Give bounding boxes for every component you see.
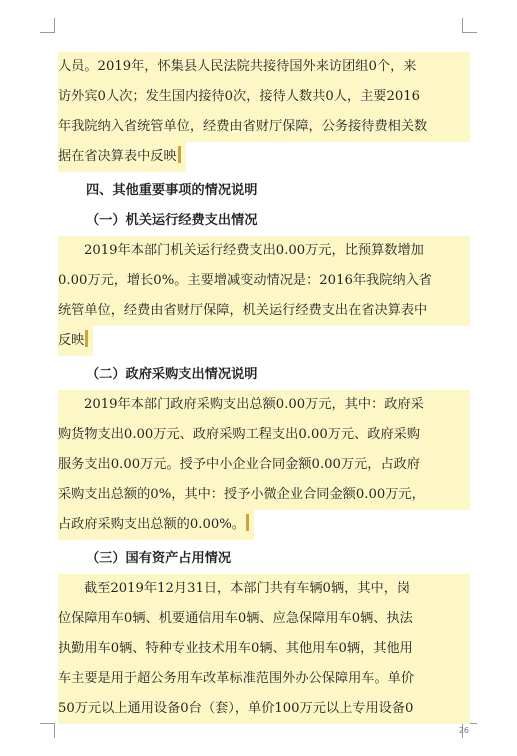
text-line: 人员。2019年，怀集县人民法院共接待国外来访团组0个，来 — [58, 52, 470, 82]
text-line: 采购支出总额的0%，其中：授予小微企业合同金额0.00万元， — [58, 480, 470, 510]
revision-mark — [178, 146, 181, 163]
crop-mark-bottom-left — [40, 723, 55, 738]
revision-mark — [246, 514, 249, 531]
revision-mark — [85, 330, 88, 347]
section-heading: 四、其他重要事项的情况说明 — [86, 183, 258, 198]
text-line: 服务支出0.00万元。授予中小企业合同金额0.00万元，占政府 — [58, 450, 470, 480]
text-line: 位保障用车0辆、机要通信用车0辆、应急保障用车0辆、执法 — [58, 604, 470, 634]
document-body — [58, 52, 470, 724]
text-line: 购货物支出0.00万元、政府采购工程支出0.00万元、政府采购 — [58, 420, 470, 450]
text-line: 执勤用车0辆、特种专业技术用车0辆、其他用车0辆，其他用 — [58, 634, 470, 664]
subsection-heading: （二）政府采购支出情况说明 — [86, 367, 258, 382]
text-line: 0.00万元，增长0%。主要增减变动情况是：2016年我院纳入省 — [58, 266, 470, 296]
text-line: 截至2019年12月31日，本部门共有车辆0辆，其中，岗 — [58, 574, 470, 604]
text-line: 统管单位，经费由省财厅保障，机关运行经费支出在省决算表中 — [58, 296, 470, 326]
text-line: 据在省决算表中反映 — [58, 142, 186, 172]
text-line: 访外宾0人次；发生国内接待0次，接待人数共0人，主要2016 — [58, 82, 470, 112]
text-line: 2019年本部门政府采购支出总额0.00万元，其中：政府采 — [58, 390, 470, 420]
crop-mark-top-left — [40, 18, 55, 33]
page-number: 26 — [458, 726, 469, 735]
subsection-heading: （三）国有资产占用情况 — [86, 551, 232, 566]
subsection-heading: （一）机关运行经费支出情况 — [86, 213, 258, 228]
text-line: 占政府采购支出总额的0.00%。 — [58, 510, 254, 540]
text-line: 50万元以上通用设备0台（套），单价100万元以上专用设备0 — [58, 694, 470, 724]
crop-mark-top-right — [462, 18, 477, 33]
text-line: 年我院纳入省统管单位，经费由省财厅保障，公务接待费相关数 — [58, 112, 470, 142]
text-line: 反映 — [58, 326, 93, 356]
text-line: 车主要是用于超公务用车改革标准范围外办公保障用车。单价 — [58, 664, 470, 694]
text-line: 2019年本部门机关运行经费支出0.00万元，比预算数增加 — [58, 236, 470, 266]
